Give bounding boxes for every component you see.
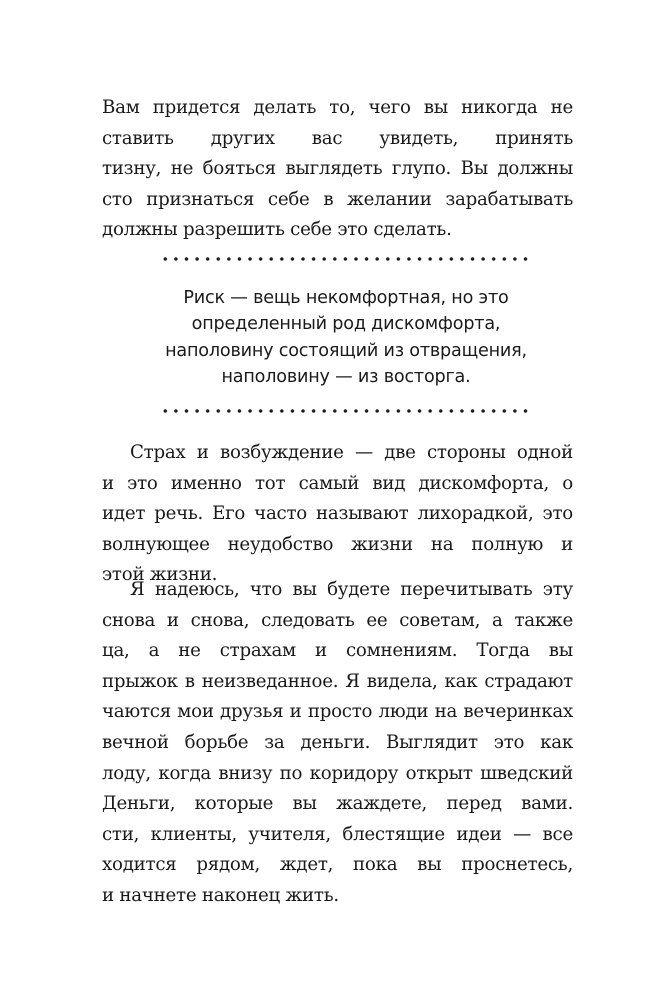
text-line: и начнете наконец жить. <box>102 884 339 906</box>
text-line: прыжок в неизведанное. Я видела, как страдают <box>102 670 573 692</box>
text-line: Деньги, которые вы жаждете, перед вами. <box>102 793 573 815</box>
text-line: сто признаться себе в желании зарабатывать <box>102 188 573 210</box>
pull-quote <box>102 285 590 391</box>
text-line: тизну, не бояться выглядеть глупо. Вы должны <box>102 158 573 180</box>
paragraph-hope <box>102 575 573 912</box>
text-line: лоду, когда внизу по коридору открыт шведский <box>102 762 573 784</box>
text-line: Я надеюсь, что вы будете перечитывать эту <box>130 579 573 600</box>
quote-line: наполовину состоящий из отвращения, <box>165 340 527 361</box>
text-line: волнующее неудобство жизни на полную и <box>102 533 573 555</box>
paragraph-intro <box>102 93 573 246</box>
text-line: этой жизни. <box>102 564 218 586</box>
dotted-divider-bottom <box>160 408 534 414</box>
text-line: ходится рядом, ждет, пока вы проснетесь, <box>102 854 573 876</box>
text-line: Вам придется делать то, чего вы никогда не <box>102 97 573 118</box>
text-line: и это именно тот самый вид дискомфорта, о <box>102 472 573 494</box>
text-line: идет речь. Его часто называют лихорадкой, это <box>102 503 573 525</box>
quote-line: определенный род дискомфорта, <box>191 314 501 335</box>
text-line: должны разрешить себе это сделать. <box>102 219 452 241</box>
text-line: ставить других вас увидеть, принять <box>102 127 573 149</box>
text-line: чаются мои друзья и просто люди на вечеринках <box>102 701 573 723</box>
dotted-divider-top <box>160 256 534 262</box>
text-line: снова и снова, следовать ее советам, а также <box>102 609 573 631</box>
quote-line: Риск — вещь некомфортная, но это <box>183 288 509 308</box>
text-line: ца, а не страхам и сомнениям. Тогда вы <box>102 640 573 662</box>
text-line: сти, клиенты, учителя, блестящие идеи — все <box>102 823 573 845</box>
text-line: Страх и возбуждение — две стороны одной <box>130 442 573 463</box>
paragraph-fear-excitement <box>102 438 573 591</box>
text-line: вечной борьбе за деньги. Выглядит это как <box>102 731 573 753</box>
quote-line: наполовину — из восторга. <box>221 367 471 388</box>
